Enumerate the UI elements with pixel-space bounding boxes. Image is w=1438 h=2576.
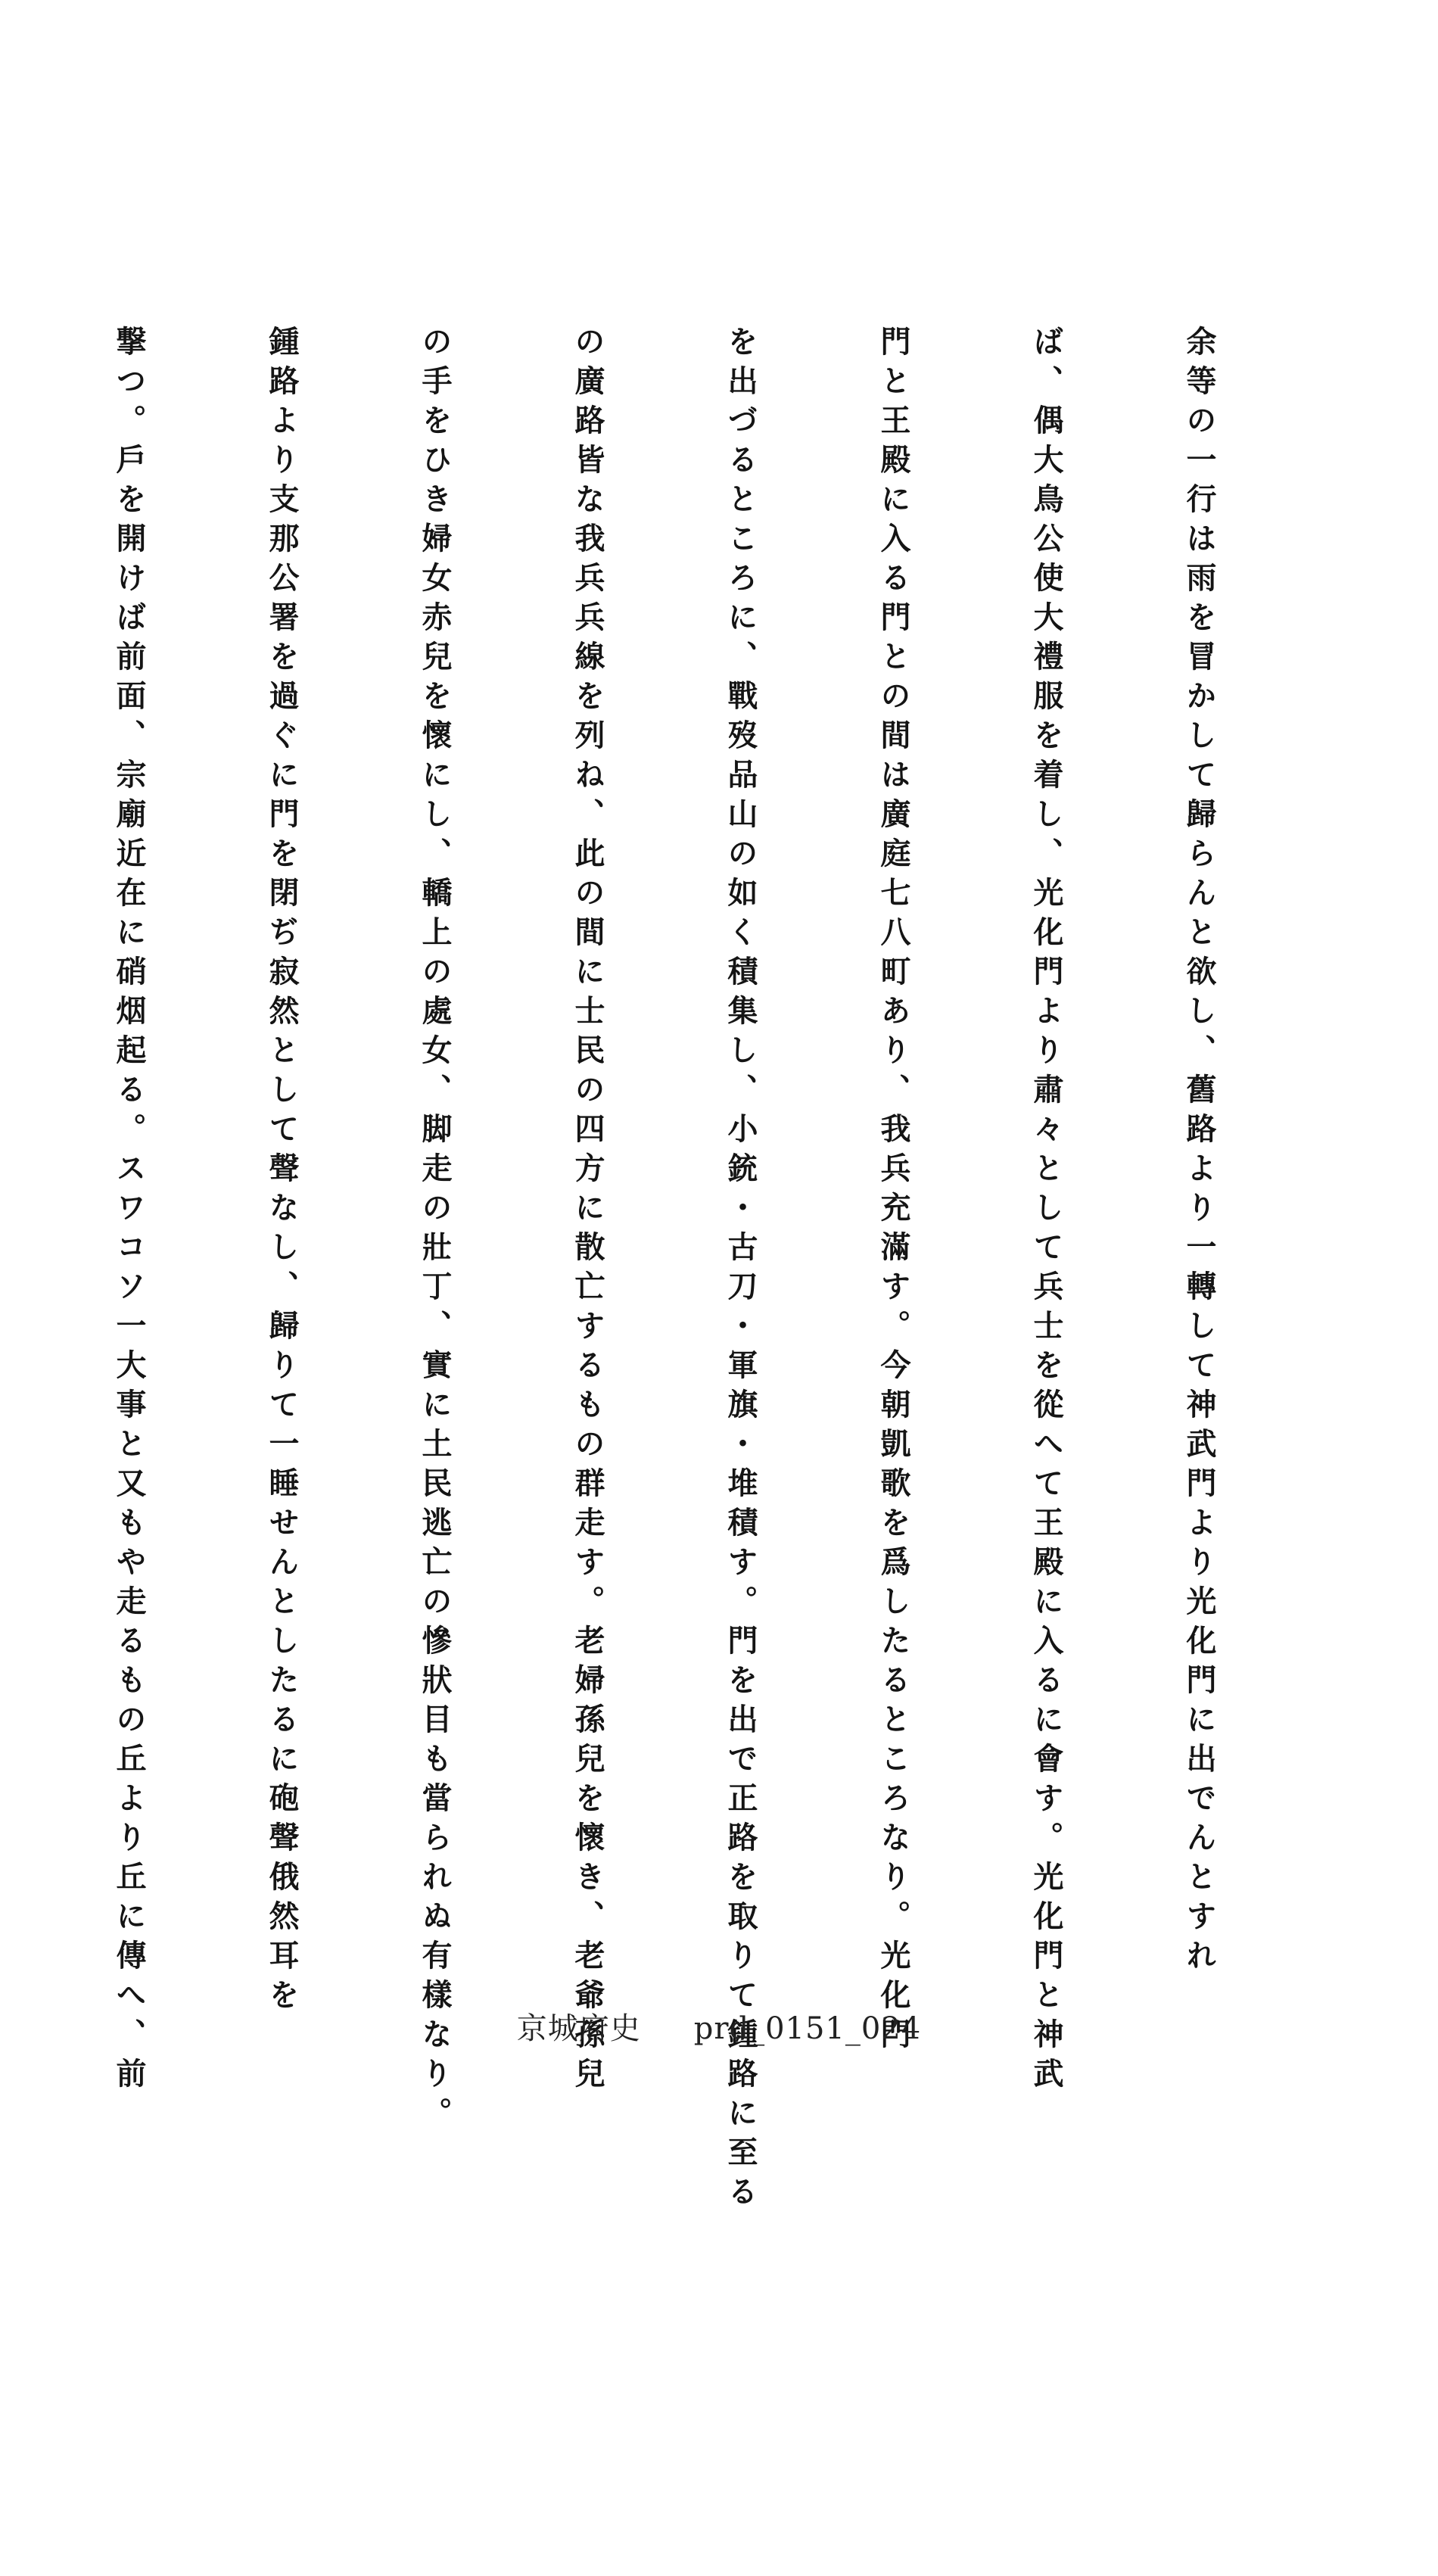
quote-column: の手をひき婦女赤兒を懷にし、轎上の處女、脚走の壯丁、實に土民逃亡の慘狀目も當られぬ有樣なり。 xyxy=(417,326,453,2136)
quote-column: 余等の一行は雨を冒かして歸らんと欲し、舊路より一轉して神武門より光化門に出でんとすれ xyxy=(1181,326,1217,1979)
page-footer xyxy=(0,2004,1438,2048)
quote-column: 門と王殿に入る門との間は廣庭七八町あり、我兵充滿す。今朝凱歌を爲したるところなり。光化門 xyxy=(876,326,911,2057)
quote-column: 鍾路より支那公署を過ぐに門を閉ぢ寂然として聲なし、歸りて一睡せんとしたるに砲聲俄然耳を xyxy=(264,326,300,2018)
quote-column: 撃つ。戶を開けば前面、宗廟近在に硝烟起る。スワコソ一大事と又もや走るもの丘より丘に傳へ、前 xyxy=(111,326,147,2097)
quote-column: を出づるところに、戰歿品山の如く積集し、小銃・古刀・軍旗・堆積す。門を出で正路を取りて鍾路に至る xyxy=(723,326,758,2215)
footer-book-title: 京城府史 xyxy=(516,2011,641,2046)
quote-column: の廣路皆な我兵兵線を列ね、此の間に士民の四方に散亡するもの群走す。老婦孫兒を懷き、老爺孫兒 xyxy=(570,326,605,2097)
footer-page-id: prd_0151_024 xyxy=(693,2011,922,2046)
quote-column xyxy=(0,326,101,1809)
quote-column: ば、偶大鳥公使大禮服を着し、光化門より肅々として兵士を從へて王殿に入るに會す。光化門と神武 xyxy=(1029,326,1064,2097)
